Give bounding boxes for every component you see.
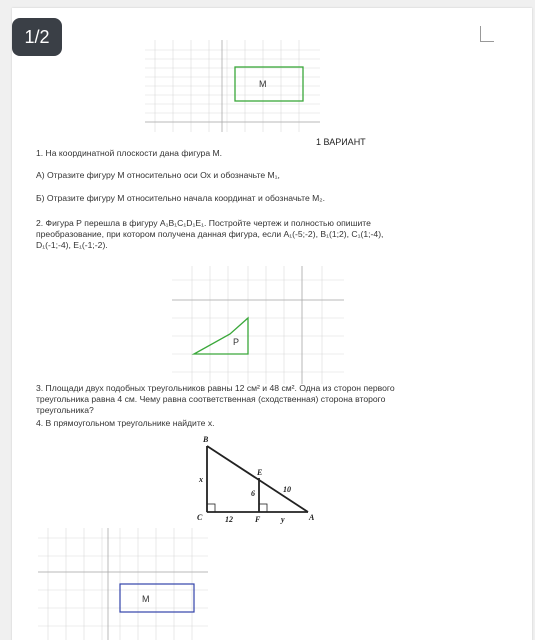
question-1a-text: А) Отразите фигуру М относительно оси Ох и обозначьте М₁, <box>36 170 280 180</box>
vertex-a-label: A <box>309 513 315 522</box>
figure-p-label: P <box>233 337 240 347</box>
figure-m-bottom-label: M <box>142 594 150 604</box>
variant-label: 1 ВАРИАНТ <box>316 137 366 147</box>
grid-figure-m <box>145 40 320 132</box>
grid-figure-m-bottom <box>38 528 208 640</box>
grid-figure-p <box>172 266 344 384</box>
figure-m-label: M <box>259 79 267 89</box>
vertex-e-label: E <box>257 468 263 477</box>
side-y-label: y <box>281 515 285 524</box>
question-2-line-2: преобразование, при котором получена данная фигура, если A₁(-5;-2), B₁(1;2), C₁(1;-4), <box>36 229 384 239</box>
question-3-line-3: треугольника? <box>36 405 94 415</box>
question-3-line-1: 3. Площади двух подобных треугольников равны 12 см² и 48 см². Одна из сторон первого <box>36 383 395 393</box>
side-x-label: x <box>199 475 203 484</box>
question-4-text: 4. В прямоугольном треугольнике найдите х. <box>36 418 215 428</box>
side-six-label: 6 <box>251 489 255 498</box>
vertex-f-label: F <box>255 515 261 524</box>
right-triangle-diagram <box>195 432 325 530</box>
question-2-line-1: 2. Фигура Р перешла в фигуру A₁B₁C₁D₁E₁. Постройте чертеж и полностью опишите <box>36 218 371 228</box>
question-2-line-3: D₁(-1;-4), E₁(-1;-2). <box>36 240 108 250</box>
side-twelve-label: 12 <box>225 515 233 524</box>
page-counter-badge: 1/2 <box>12 18 62 56</box>
question-1-text: 1. На координатной плоскости дана фигура М. <box>36 148 223 158</box>
side-ten-label: 10 <box>283 485 291 494</box>
vertex-c-label: C <box>197 513 203 522</box>
question-3-line-2: треугольника равна 4 см. Чему равна соответственная (сходственная) сторона второго <box>36 394 386 404</box>
question-1b-text: Б) Отразите фигуру М относительно начала координат и обозначьте М₂. <box>36 193 325 203</box>
vertex-b-label: B <box>203 435 209 444</box>
page-corner-icon <box>480 26 494 42</box>
